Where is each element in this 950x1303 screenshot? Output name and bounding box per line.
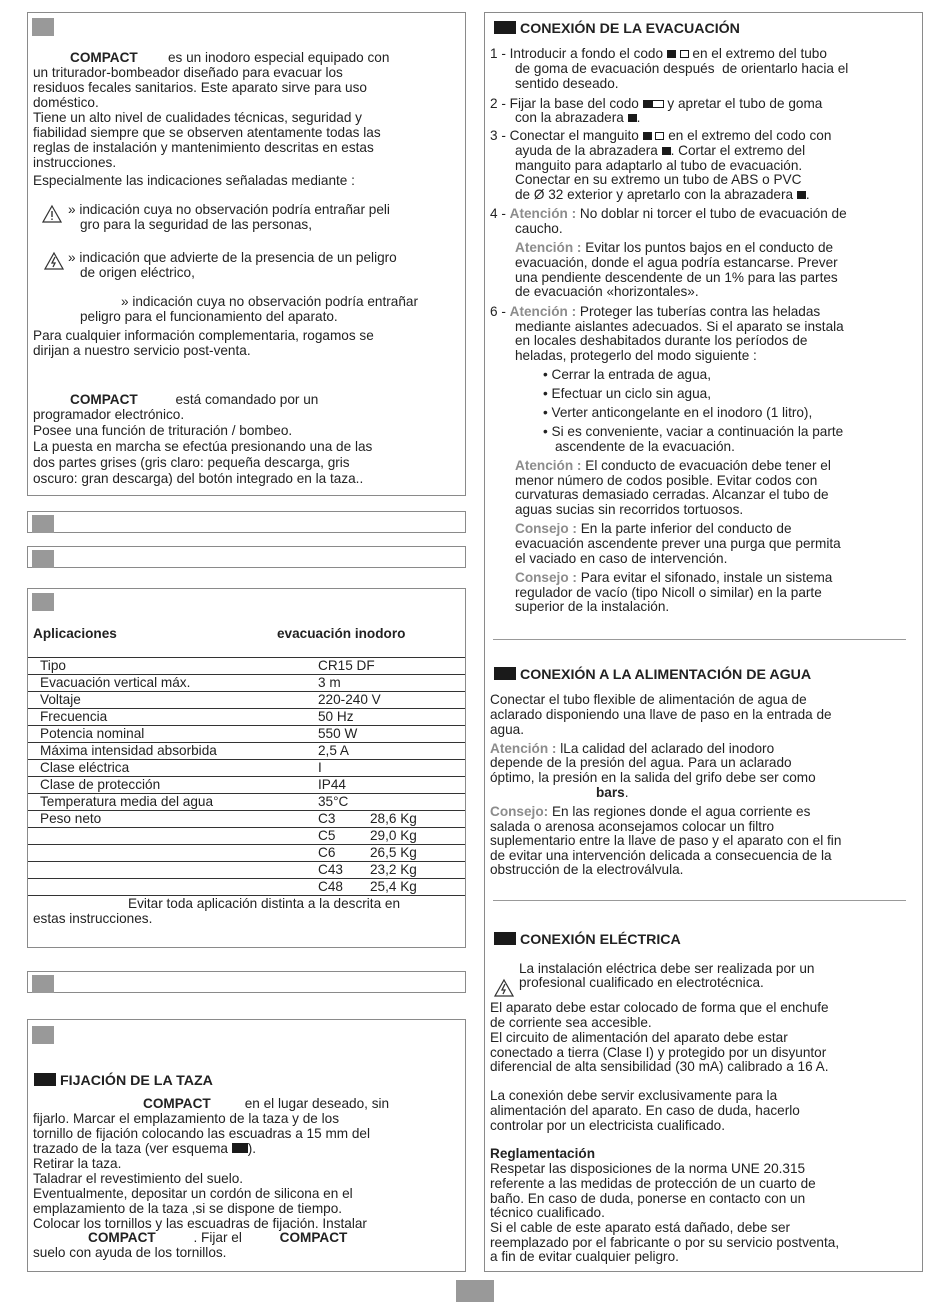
schema-block-icon	[232, 1143, 248, 1153]
fix-line-11: suelo con ayuda de los tornillos.	[33, 1245, 227, 1260]
section-marker	[32, 550, 54, 568]
sleeve-icon	[643, 132, 652, 140]
fix-line-1: COMPACT en el lugar deseado, sin	[143, 1096, 390, 1111]
elec-p3-e: Si el cable de este aparato está dañado, debe ser	[490, 1220, 791, 1235]
spec-value: C3	[318, 811, 370, 828]
evac-6b: mediante aislantes adecuados. Si el aparato se instala	[515, 319, 844, 334]
page-number-tab	[456, 1280, 494, 1302]
intro-text-4b: dirijan a nuestro servicio post-venta.	[33, 343, 251, 358]
water-bars: bars.	[596, 785, 629, 800]
evac-3f: Conectar en su extremo un tubo de ABS o PVC	[515, 172, 802, 187]
warning-text-2a: » indicación que advierte de la presencia de un peligro	[68, 250, 397, 265]
intro-text-1b: residuos fecales sanitarios. Este aparato sirve para uso	[33, 80, 367, 95]
spec-row	[28, 777, 465, 794]
evac-3g: de Ø 32 exterior y apretarlo con la abrazadera .	[515, 187, 810, 202]
intro-text-5e: oscuro: gran descarga) del botón integrado en la taza..	[33, 471, 364, 486]
fix-line-3: tornillo de fijación colocando las escuadras a 15 mm del	[33, 1126, 371, 1141]
elec-p3-a: Respetar las disposiciones de la norma UNE 20.315	[490, 1161, 806, 1176]
spec-key: Máxima intensidad absorbida	[28, 743, 318, 760]
spec-key	[28, 879, 318, 896]
spec-row	[28, 675, 465, 692]
evac-bullet-3: • Verter anticongelante en el inodoro (1 litro),	[543, 405, 813, 420]
evac-6c: en locales deshabitados durante los períodos de	[515, 333, 808, 348]
water-tip-d: de evitar una intervención delicada a consecuencia de la	[490, 848, 832, 863]
spec-value: C48	[318, 879, 370, 896]
clamp-icon	[628, 114, 637, 122]
intro-text-1a: un triturador-bombeador diseñado para evacuar los	[33, 65, 343, 80]
spec-key: Frecuencia	[28, 709, 318, 726]
water-title: CONEXIÓN A LA ALIMENTACIÓN DE AGUA	[494, 667, 811, 683]
divider	[493, 900, 906, 901]
spec-key: Clase de protección	[28, 777, 318, 794]
section-marker	[32, 975, 54, 993]
regulation-title: Reglamentación	[490, 1146, 595, 1161]
spec-key: Peso neto	[28, 811, 318, 828]
water-att-a: Atención : lLa calidad del aclarado del inodoro	[490, 741, 775, 756]
spec-table	[28, 658, 465, 896]
spec-key	[28, 845, 318, 862]
heading-block-icon	[494, 667, 516, 680]
elec-p3-g: a fin de evitar cualquier peligro.	[490, 1249, 679, 1264]
intro-text-5d: dos partes grises (gris claro: pequeña descarga, gris	[33, 455, 350, 470]
electric-title: CONEXIÓN ELÉCTRICA	[494, 932, 681, 948]
warning-triangle-icon	[42, 204, 62, 224]
spec-weight: 25,4 Kg	[370, 879, 465, 896]
evac-3a: 3 - Conectar el manguito en el extremo del codo con	[490, 128, 832, 143]
evac-bullet-1: • Cerrar la entrada de agua,	[543, 367, 711, 382]
fix-line-7: Eventualmente, depositar un cordón de silicona en el	[33, 1186, 353, 1201]
intro-text-5b: Posee una función de trituración / bombeo.	[33, 423, 293, 438]
divider	[493, 639, 906, 640]
spec-key: Voltaje	[28, 692, 318, 709]
empty-section-bar-2	[27, 546, 466, 568]
spec-value: CR15 DF	[318, 658, 465, 675]
spec-row	[28, 692, 465, 709]
spec-key	[28, 862, 318, 879]
spec-note-a: Evitar toda aplicación distinta a la descrita en	[128, 896, 401, 911]
water-tip-c: suplementario entre la llave de paso y el aparato con el fin	[490, 833, 842, 848]
intro-text-5c: La puesta en marcha se efectúa presionando una de las	[33, 439, 373, 454]
evac-bullet-2: • Efectuar un ciclo sin agua,	[543, 386, 711, 401]
electric-hazard-icon	[494, 978, 514, 998]
intro-text-2c: reglas de instalación y mantenimiento descritas en estas	[33, 140, 374, 155]
spec-weight: 26,5 Kg	[370, 845, 465, 862]
spec-value: I	[318, 760, 465, 777]
spec-row	[28, 794, 465, 811]
spec-value: 2,5 A	[318, 743, 465, 760]
evac-1c: de goma de evacuación después de orientarlo hacia el	[515, 61, 849, 76]
fixation-title: FIJACIÓN DE LA TAZA	[34, 1073, 213, 1089]
fix-line-9: Colocar los tornillos y las escuadras de fijación. Instalar	[33, 1216, 367, 1231]
clamp-icon	[662, 147, 671, 155]
sleeve-outline-icon	[655, 132, 664, 140]
evac-att2-c: una pendiente descendente de un 1% para las partes	[515, 270, 838, 285]
elbow-base-icon	[643, 100, 652, 108]
spec-value: IP44	[318, 777, 465, 794]
evac-tip2-a: Consejo : Para evitar el sifonado, instale un sistema	[515, 570, 833, 585]
water-att-c: óptimo, la presión en la salida del grifo debe ser como	[490, 770, 816, 785]
spec-row	[28, 743, 465, 760]
spec-row	[28, 726, 465, 743]
spec-value: C5	[318, 828, 370, 845]
spec-row	[28, 879, 465, 896]
evacuation-title: CONEXIÓN DE LA EVACUACIÓN	[494, 21, 740, 37]
heading-block-icon	[494, 932, 516, 945]
warning-text-2b: de origen eléctrico,	[80, 265, 195, 280]
warning-text-3b: peligro para el funcionamiento del aparato.	[80, 309, 338, 324]
evac-2a: 2 - Fijar la base del codo y apretar el tubo de goma	[490, 96, 823, 111]
elec-p1-d: conectado a tierra (Clase I) y protegido por un disyuntor	[490, 1045, 827, 1060]
fix-line-6: Taladrar el revestimiento del suelo.	[33, 1171, 244, 1186]
intro-line-1: COMPACT es un inodoro especial equipado con	[70, 50, 390, 65]
spec-key: Temperatura media del agua	[28, 794, 318, 811]
fix-line-5: Retirar la taza.	[33, 1156, 122, 1171]
spec-value: 3 m	[318, 675, 465, 692]
warning-text-3a: » indicación cuya no observación podría entrañar	[121, 294, 418, 309]
spec-key	[28, 828, 318, 845]
spec-value: C43	[318, 862, 370, 879]
section-marker	[32, 515, 54, 533]
evac-att2-b: evacuación, donde el agua podría estancarse. Prever	[515, 255, 838, 270]
elbow-icon	[667, 50, 676, 58]
evac-6a: 6 - Atención : Proteger las tuberías contra las heladas	[490, 304, 821, 319]
elec-p1-b: de corriente sea accesible.	[490, 1015, 652, 1030]
evac-2c: con la abrazadera .	[515, 110, 641, 125]
spec-row	[28, 862, 465, 879]
elec-p3-b: referente a las medidas de protección de un cuarto de	[490, 1176, 816, 1191]
water-tip-a: Consejo: En las regiones donde el agua corriente es	[490, 804, 811, 819]
elec-p1-c: El circuito de alimentación del aparato debe estar	[490, 1030, 788, 1045]
elbow-base-outline-icon	[652, 100, 664, 108]
elec-p2-a: La conexión debe servir exclusivamente para la	[490, 1088, 778, 1103]
empty-section-bar-1	[27, 511, 466, 533]
elec-p3-c: baño. En caso de duda, ponerse en contacto con un	[490, 1191, 806, 1206]
elec-p3-f: reemplazado por el fabricante o por su servicio postventa,	[490, 1235, 840, 1250]
heading-block-icon	[494, 21, 516, 34]
clamp-icon	[797, 191, 806, 199]
spec-key: Tipo	[28, 658, 318, 675]
heading-block-icon	[34, 1073, 56, 1086]
elec-p3-d: técnico cualificado.	[490, 1205, 605, 1220]
evac-tip1-a: Consejo : En la parte inferior del conducto de	[515, 521, 792, 536]
water-tip-e: obstrucción de la electroválvula.	[490, 862, 684, 877]
evac-att3-b: menor número de codos posible. Evitar codos con	[515, 473, 818, 488]
evac-1d: sentido deseado.	[515, 76, 619, 91]
evac-tip1-b: evacuación ascendente prever una purga que permita	[515, 536, 841, 551]
evac-att3-c: curvaturas demasiado cerradas. Alcanzar el tubo de	[515, 487, 829, 502]
spec-app-label: Aplicaciones	[33, 626, 117, 641]
spec-weight: 23,2 Kg	[370, 862, 465, 879]
spec-row	[28, 760, 465, 777]
empty-section-bar-3	[27, 971, 466, 993]
intro-text-4a: Para cualquier información complementaria, rogamos se	[33, 328, 374, 343]
spec-weight: 28,6 Kg	[370, 811, 465, 828]
section-marker	[32, 1026, 54, 1044]
fix-line-10: COMPACT . Fijar el COMPACT	[88, 1230, 348, 1245]
intro-text-1c: doméstico.	[33, 95, 99, 110]
elec-p2-b: alimentación del aparato. En caso de duda, hacerlo	[490, 1103, 800, 1118]
spec-app-value: evacuación inodoro	[277, 626, 406, 641]
spec-key: Clase eléctrica	[28, 760, 318, 777]
spec-key: Potencia nominal	[28, 726, 318, 743]
evac-3c: ayuda de la abrazadera . Cortar el extremo del	[515, 143, 806, 158]
evac-1a: 1 - Introducir a fondo el codo en el extremo del tubo	[490, 46, 827, 61]
elec-warn-a: La instalación eléctrica debe ser realizada por un	[519, 961, 815, 976]
electric-hazard-icon	[44, 251, 64, 271]
water-1: Conectar el tubo flexible de alimentación de agua de	[490, 692, 807, 707]
water-att-b: depende de la presión del agua. Para un aclarado	[490, 755, 792, 770]
intro-text-3: Especialmente las indicaciones señaladas mediante :	[33, 173, 355, 188]
fix-line-4: trazado de la taza (ver esquema ).	[33, 1141, 257, 1156]
spec-row	[28, 709, 465, 726]
evac-tip2-c: superior de la instalación.	[515, 599, 670, 614]
elbow-outline-icon	[680, 50, 689, 58]
intro-text-2a: Tiene un alto nivel de cualidades técnicas, seguridad y	[33, 110, 362, 125]
intro-text-2d: instrucciones.	[33, 155, 117, 170]
elec-p1-e: diferencial de alta sensibilidad (30 mA) calibrado a 16 A.	[490, 1059, 829, 1074]
spec-row	[28, 845, 465, 862]
evac-bullet-4: • Si es conveniente, vaciar a continuación la parte	[543, 424, 844, 439]
spec-value: C6	[318, 845, 370, 862]
elec-warn-b: profesional cualificado en electrotécnica.	[519, 975, 764, 990]
evac-4a: 4 - Atención : No doblar ni torcer el tubo de evacuación de	[490, 206, 847, 221]
intro-line-5: COMPACT está comandado por un	[70, 392, 319, 407]
spec-row	[28, 658, 465, 675]
evac-3e: manguito para adaptarlo al tubo de evacuación.	[515, 158, 803, 173]
spec-weight: 29,0 Kg	[370, 828, 465, 845]
evac-att2-a: Atención : Evitar los puntos bajos en el conducto de	[515, 240, 834, 255]
intro-text-5a: programador electrónico.	[33, 407, 185, 422]
spec-value: 50 Hz	[318, 709, 465, 726]
evac-4b: caucho.	[515, 221, 563, 236]
section-marker	[32, 18, 54, 36]
section-marker	[32, 593, 54, 611]
water-3: agua.	[490, 722, 525, 737]
water-tip-b: salada o arenosa aconsejamos colocar un filtro	[490, 819, 775, 834]
water-2: aclarado disponiendo una llave de paso en la entrada de	[490, 707, 832, 722]
fix-line-8: emplazamiento de la taza ,si se dispone de tiempo.	[33, 1201, 343, 1216]
evac-att3-d: aguas sucias sin recorridos tortuosos.	[515, 502, 744, 517]
fix-line-2: fijarlo. Marcar el emplazamiento de la taza y de los	[33, 1111, 339, 1126]
spec-value: 220-240 V	[318, 692, 465, 709]
warning-text-1a: » indicación cuya no observación podría entrañar peli	[68, 202, 390, 217]
evac-6d: heladas, protegerlo del modo siguiente :	[515, 348, 757, 363]
elec-p1-a: El aparato debe estar colocado de forma que el enchufe	[490, 1000, 829, 1015]
spec-value: 35°C	[318, 794, 465, 811]
elec-p2-c: controlar por un electricista cualificado.	[490, 1118, 725, 1133]
intro-text-2b: fiabilidad siempre que se observen atentamente todas las	[33, 125, 381, 140]
evac-bullet-4b: ascendente de la evacuación.	[555, 439, 735, 454]
spec-row	[28, 811, 465, 828]
spec-value: 550 W	[318, 726, 465, 743]
evac-att3-a: Atención : El conducto de evacuación debe tener el	[515, 458, 831, 473]
warning-text-1b: gro para la seguridad de las personas,	[80, 217, 312, 232]
evac-att2-d: de evacuación «horizontales».	[515, 284, 699, 299]
evac-tip1-c: el vaciado en caso de intervención.	[515, 551, 728, 566]
spec-note-b: estas instrucciones.	[33, 911, 153, 926]
spec-key: Evacuación vertical máx.	[28, 675, 318, 692]
evac-tip2-b: regulador de vacío (tipo Nicoll o similar) en la parte	[515, 585, 822, 600]
spec-row	[28, 828, 465, 845]
